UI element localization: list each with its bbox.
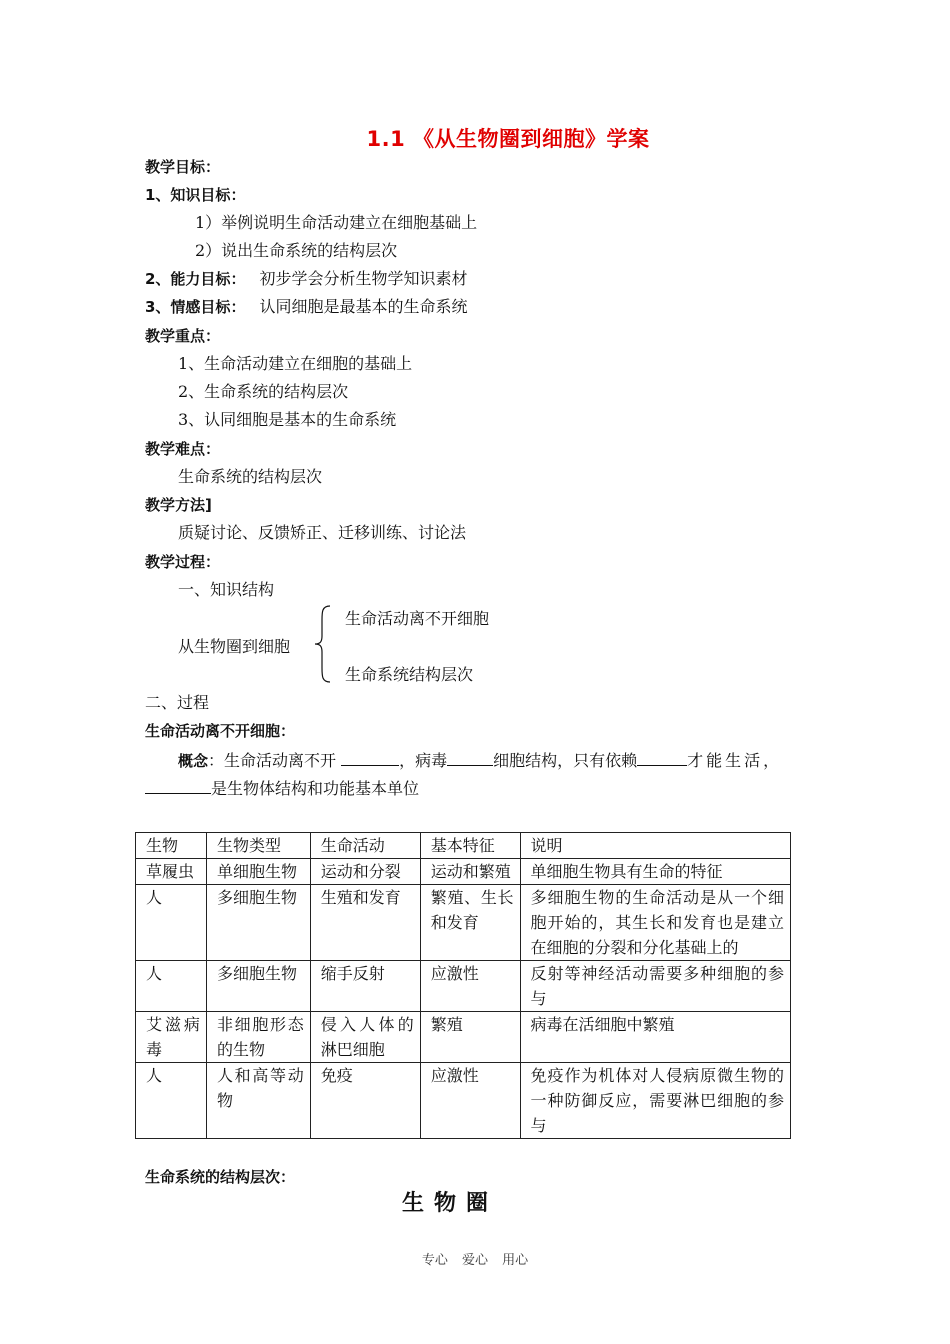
table-cell: 病毒在活细胞中繁殖 bbox=[520, 1012, 790, 1063]
table-cell: 草履虫 bbox=[136, 859, 207, 885]
concept-line-2 bbox=[145, 777, 419, 800]
concept-label: 概念 bbox=[178, 752, 209, 770]
life-activity-heading: 生命活动离不开细胞： bbox=[145, 722, 296, 740]
knowledge-item-2: 2）说出生命系统的结构层次 bbox=[195, 241, 398, 260]
difficulty-text: 生命系统的结构层次 bbox=[178, 467, 323, 486]
structure-branch-2: 生命系统结构层次 bbox=[345, 665, 474, 684]
table-cell: 繁殖、生长和发育 bbox=[420, 885, 520, 961]
process-section-heading: 二、过程 bbox=[145, 693, 210, 712]
key-point-2: 2、生命系统的结构层次 bbox=[178, 382, 349, 401]
concept-text-d: 才能生活， bbox=[687, 751, 783, 770]
life-activity-table bbox=[135, 832, 791, 1139]
blank-1[interactable] bbox=[341, 749, 399, 766]
process-heading: 教学过程： bbox=[145, 553, 221, 571]
table-cell: 运动和分裂 bbox=[310, 859, 420, 885]
table-cell: 人 bbox=[136, 885, 207, 961]
table-cell: 缩手反射 bbox=[310, 961, 420, 1012]
table-cell: 人和高等动物 bbox=[206, 1063, 310, 1139]
knowledge-objective-label: 1、知识目标： bbox=[145, 186, 246, 204]
concept-text-b: ，病毒 bbox=[399, 751, 448, 770]
key-point-1: 1、生命活动建立在细胞的基础上 bbox=[178, 354, 413, 373]
table-cell: 单细胞生物具有生命的特征 bbox=[520, 859, 790, 885]
table-cell: 应激性 bbox=[420, 1063, 520, 1139]
method-heading: 教学方法] bbox=[145, 496, 212, 514]
table-header-cell: 生物 bbox=[136, 833, 207, 859]
concept-text-e: 是生物体结构和功能基本单位 bbox=[211, 779, 420, 798]
knowledge-item-1: 1）举例说明生命活动建立在细胞基础上 bbox=[195, 213, 478, 232]
table-cell: 人 bbox=[136, 961, 207, 1012]
table-cell: 艾滋病毒 bbox=[136, 1012, 207, 1063]
structure-root: 从生物圈到细胞 bbox=[178, 637, 291, 656]
table-row bbox=[136, 1063, 791, 1139]
table-cell: 免疫 bbox=[310, 1063, 420, 1139]
difficulty-heading: 教学难点： bbox=[145, 440, 221, 458]
table-header-cell: 基本特征 bbox=[420, 833, 520, 859]
table-row bbox=[136, 885, 791, 961]
table-header-row bbox=[136, 833, 791, 859]
table-cell: 多细胞生物的生命活动是从一个细胞开始的，其生长和发育也是建立在细胞的分裂和分化基础上的 bbox=[520, 885, 790, 961]
concept-line-1 bbox=[178, 749, 782, 772]
key-point-3: 3、认同细胞是基本的生命系统 bbox=[178, 410, 397, 429]
emotion-text: 认同细胞是最基本的生命系统 bbox=[259, 297, 468, 316]
ability-objective bbox=[145, 268, 467, 290]
table-cell: 生殖和发育 bbox=[310, 885, 420, 961]
table-header-cell: 生物类型 bbox=[206, 833, 310, 859]
blank-2[interactable] bbox=[447, 749, 493, 766]
emotion-label: 3、情感目标： bbox=[145, 298, 246, 316]
emotion-objective bbox=[145, 296, 467, 318]
structure-branch-1: 生命活动离不开细胞 bbox=[345, 609, 490, 628]
table-row bbox=[136, 1012, 791, 1063]
table-cell: 繁殖 bbox=[420, 1012, 520, 1063]
method-text: 质疑讨论、反馈矫正、迁移训练、讨论法 bbox=[178, 523, 467, 542]
table-cell: 侵入人体的淋巴细胞 bbox=[310, 1012, 420, 1063]
table-row bbox=[136, 859, 791, 885]
ability-label: 2、能力目标： bbox=[145, 270, 246, 288]
key-points-heading: 教学重点： bbox=[145, 327, 221, 345]
table-cell: 单细胞生物 bbox=[206, 859, 310, 885]
table-cell: 应激性 bbox=[420, 961, 520, 1012]
blank-4[interactable] bbox=[145, 777, 211, 794]
concept-text-a: ：生命活动离不开 bbox=[208, 751, 337, 770]
table-cell: 运动和繁殖 bbox=[420, 859, 520, 885]
page-title: 1.1 《从生物圈到细胞》学案 bbox=[366, 127, 650, 151]
table-cell: 多细胞生物 bbox=[206, 885, 310, 961]
knowledge-structure-heading: 一、知识结构 bbox=[178, 580, 275, 599]
page-footer: 专心 爱心 用心 bbox=[421, 1253, 529, 1268]
objectives-heading: 教学目标： bbox=[145, 158, 221, 176]
table-header-cell: 说明 bbox=[520, 833, 790, 859]
structure-levels-heading: 生命系统的结构层次： bbox=[145, 1168, 296, 1186]
biosphere-label: 生物圈 bbox=[401, 1190, 498, 1216]
table-cell: 非细胞形态的生物 bbox=[206, 1012, 310, 1063]
blank-3[interactable] bbox=[637, 749, 687, 766]
table-header-cell: 生命活动 bbox=[310, 833, 420, 859]
table-cell: 多细胞生物 bbox=[206, 961, 310, 1012]
table-cell: 反射等神经活动需要多种细胞的参与 bbox=[520, 961, 790, 1012]
concept-text-c: 细胞结构，只有依赖 bbox=[493, 751, 638, 770]
table-cell: 人 bbox=[136, 1063, 207, 1139]
curly-brace-icon bbox=[312, 604, 334, 684]
table-row bbox=[136, 961, 791, 1012]
table-cell: 免疫作为机体对人侵病原微生物的一种防御反应，需要淋巴细胞的参与 bbox=[520, 1063, 790, 1139]
ability-text: 初步学会分析生物学知识素材 bbox=[259, 269, 468, 288]
